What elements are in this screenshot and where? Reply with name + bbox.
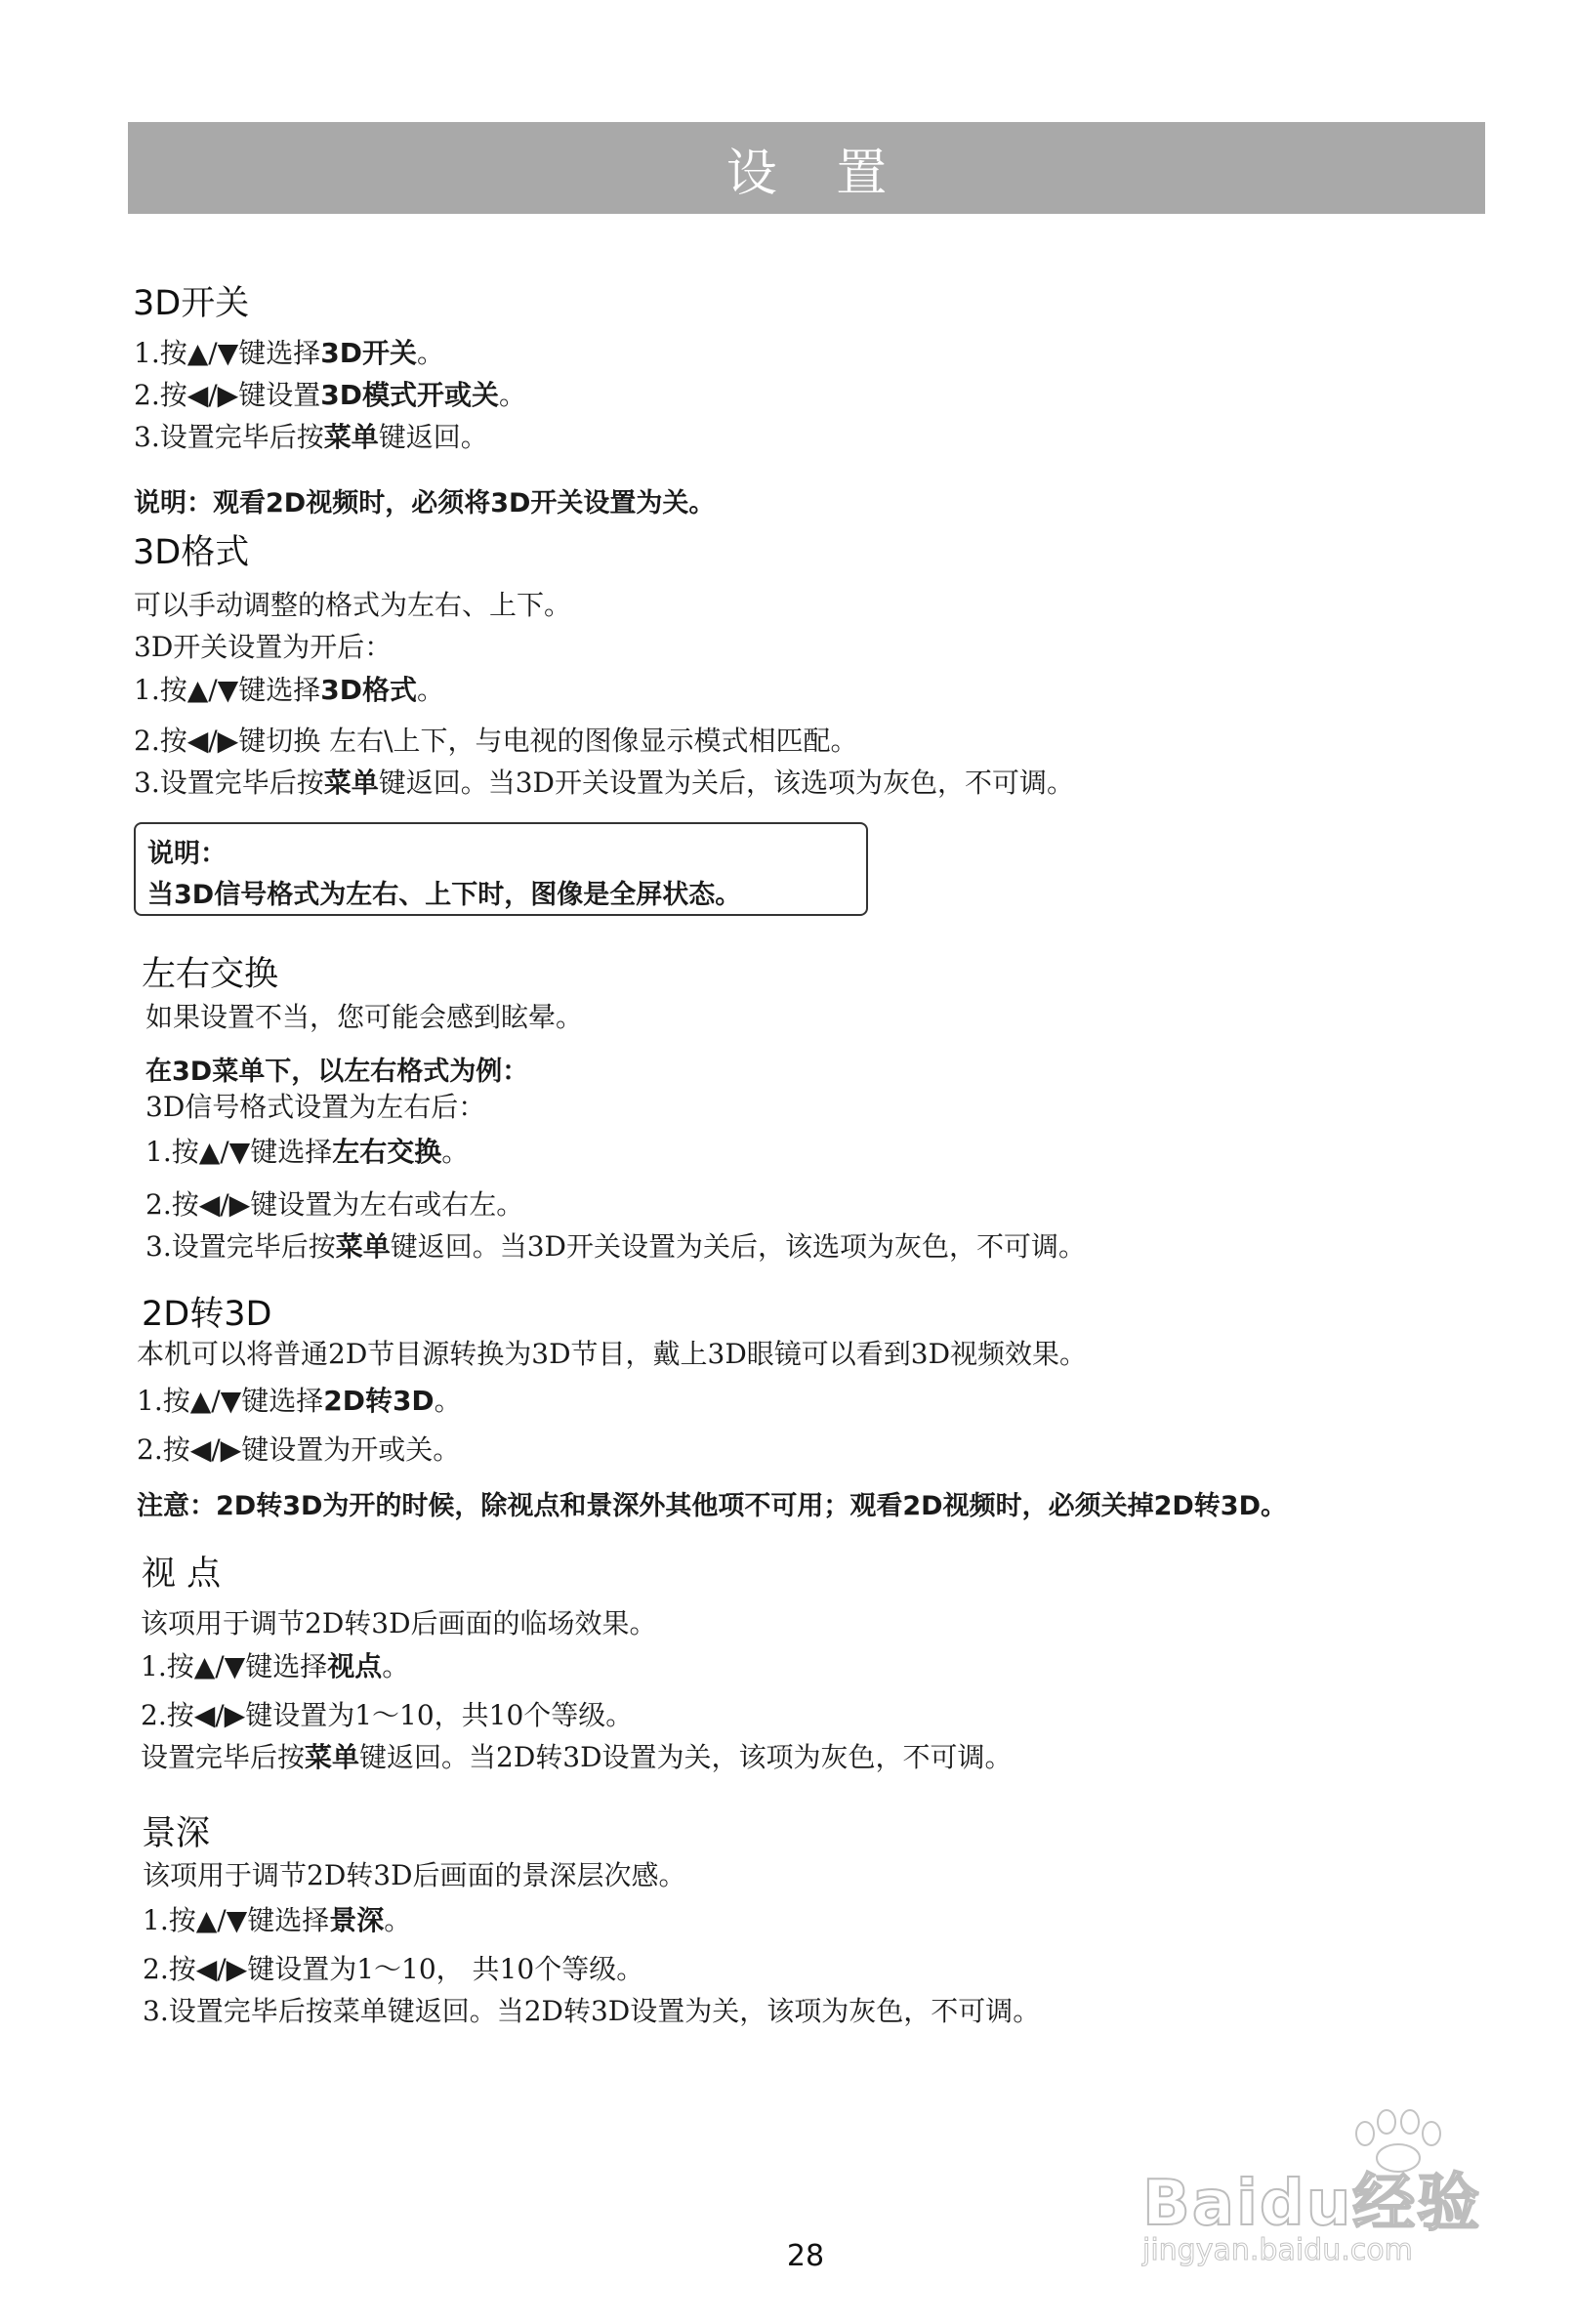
step-2: 2.按◀/▶键设置3D模式开或关。 [134, 379, 526, 411]
note-box-text: 当3D信号格式为左右、上下时，图像是全屏状态。 [147, 880, 742, 910]
step-1: 1.按▲/▼键选择景深。 [143, 1904, 412, 1936]
paragraph: 该项用于调节2D转3D后画面的景深层次感。 [143, 1859, 686, 1891]
page-title-banner [128, 122, 1485, 214]
paragraph: 可以手动调整的格式为左右、上下。 [134, 589, 572, 621]
step-2: 2.按◀/▶键设置为开或关。 [137, 1433, 461, 1466]
paragraph: 本机可以将普通2D节目源转换为3D节目，戴上3D眼镜可以看到3D视频效果。 [137, 1338, 1088, 1370]
heading-2d-to-3d: 2D转3D [142, 1295, 272, 1334]
heading-lr-swap: 左右交换 [142, 955, 279, 994]
page-number: 28 [786, 2239, 825, 2273]
heading-depth: 景深 [142, 1814, 211, 1853]
heading-3d-switch: 3D开关 [133, 284, 250, 323]
subheading: 在3D菜单下，以左右格式为例： [145, 1057, 529, 1087]
step-2: 2.按◀/▶键切换 左右\上下，与电视的图像显示模式相匹配。 [134, 725, 858, 757]
step-3: 3.设置完毕后按菜单键返回。 [134, 421, 488, 453]
step-2: 2.按◀/▶键设置为1～10， 共10个等级。 [143, 1953, 644, 1985]
step-3: 3.设置完毕后按菜单键返回。当3D开关设置为关后，该选项为灰色，不可调。 [145, 1230, 1087, 1263]
page-title: 设 置 [725, 144, 909, 203]
step-1: 1.按▲/▼键选择3D开关。 [134, 337, 444, 369]
step-2: 2.按◀/▶键设置为左右或右左。 [145, 1188, 524, 1221]
step-3: 3.设置完毕后按菜单键返回。当2D转3D设置为关，该项为灰色，不可调。 [143, 1995, 1041, 2027]
heading-viewpoint: 视 点 [142, 1555, 222, 1594]
note-3d-switch: 说明：观看2D视频时，必须将3D开关设置为关。 [134, 488, 716, 519]
step-2: 2.按◀/▶键设置为1～10，共10个等级。 [141, 1699, 634, 1731]
step-1: 1.按▲/▼键选择3D格式。 [134, 674, 444, 706]
watermark-url: jingyan.baidu.com [1142, 2233, 1413, 2267]
note-2d-to-3d: 注意：2D转3D为开的时候，除视点和景深外其他项不可用；观看2D视频时，必须关掉2D转3D。 [137, 1491, 1287, 1521]
heading-3d-format: 3D格式 [133, 533, 250, 572]
note-box-title: 说明： [147, 839, 227, 869]
baidu-watermark [1142, 2114, 1513, 2280]
paragraph: 如果设置不当，您可能会感到眩晕。 [145, 1001, 584, 1033]
watermark-brand: Baidu经验 [1142, 2168, 1482, 2240]
paragraph: 该项用于调节2D转3D后画面的临场效果。 [141, 1607, 657, 1639]
paragraph: 3D开关设置为开后： [134, 631, 393, 663]
step-3: 3.设置完毕后按菜单键返回。当3D开关设置为关后，该选项为灰色，不可调。 [134, 767, 1075, 799]
step-3: 设置完毕后按菜单键返回。当2D转3D设置为关，该项为灰色，不可调。 [141, 1741, 1013, 1773]
paragraph: 3D信号格式设置为左右后： [145, 1091, 486, 1123]
step-1: 1.按▲/▼键选择视点。 [141, 1650, 410, 1682]
step-1: 1.按▲/▼键选择左右交换。 [145, 1136, 470, 1168]
note-box [134, 822, 868, 916]
step-1: 1.按▲/▼键选择2D转3D。 [137, 1385, 462, 1417]
